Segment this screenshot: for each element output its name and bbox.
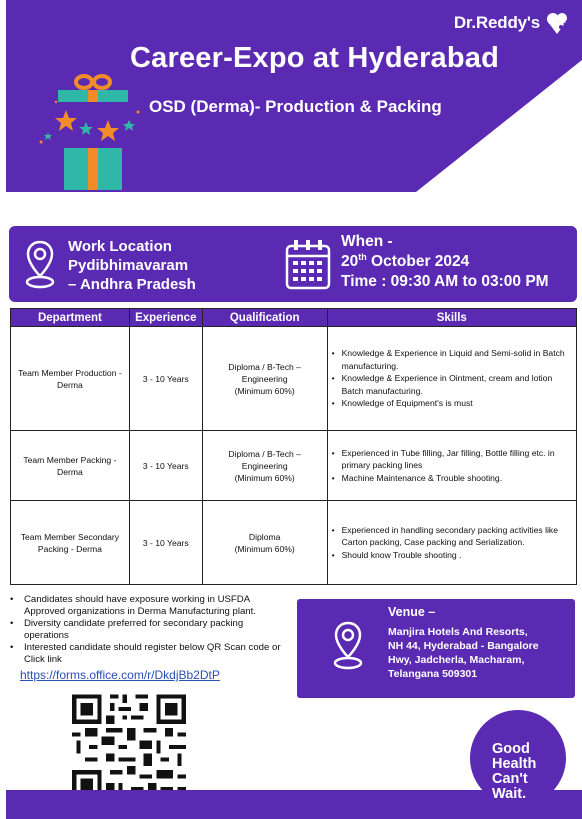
- cell-skills: [327, 431, 576, 501]
- table-row: [11, 327, 577, 431]
- cell-qualification: [202, 501, 327, 585]
- table-row: [11, 431, 577, 501]
- address-line: Manjira Hotels And Resorts,: [388, 626, 528, 638]
- cell-experience: 3 - 10 Years: [129, 327, 202, 431]
- slogan-badge: [470, 710, 566, 806]
- header-qualification: Qualification: [202, 309, 327, 327]
- skill-item: • Knowledge & Experience in Liquid and Semi-solid in Batch manufacturing.: [332, 347, 574, 372]
- cell-department: Team Member Secondary Packing - Derma: [11, 501, 130, 585]
- candidate-notes: [8, 594, 284, 666]
- cell-qualification: [202, 327, 327, 431]
- address-line: Telangana 509301: [388, 668, 478, 680]
- skill-item: • Machine Maintenance & Trouble shooting.: [332, 472, 574, 485]
- qualification-line: Engineering: [241, 460, 288, 471]
- cell-qualification: [202, 431, 327, 501]
- cell-department: Team Member Packing - Derma: [11, 431, 130, 501]
- qualification-line: (Minimum 60%): [234, 543, 295, 554]
- location-pin-icon: [333, 619, 363, 675]
- header-department: Department: [11, 309, 130, 327]
- date-suffix: th: [358, 251, 367, 262]
- header-experience: Experience: [129, 309, 202, 327]
- cell-skills: [327, 501, 576, 585]
- qualification-line: Diploma: [248, 531, 281, 542]
- qr-code-icon[interactable]: [68, 690, 190, 804]
- cell-department: Team Member Production - Derma: [11, 327, 130, 431]
- work-location-city: Pydibhimavaram: [68, 257, 189, 274]
- qualification-line: Engineering: [241, 373, 288, 384]
- cell-experience: 3 - 10 Years: [129, 501, 202, 585]
- event-when: [341, 232, 549, 292]
- skill-item: • Experienced in Tube filling, Jar filling, Bottle filling etc. in primary packing lines: [332, 447, 574, 472]
- when-label: When -: [341, 233, 393, 250]
- skill-item: • Knowledge of Equipment's is must: [332, 397, 574, 410]
- page-title: Career-Expo at Hyderabad: [130, 42, 500, 74]
- note-item: • Interested candidate should register below QR Scan code or Click link: [8, 642, 284, 665]
- cell-experience: 3 - 10 Years: [129, 431, 202, 501]
- table-header-row: [11, 309, 577, 327]
- table-row: [11, 501, 577, 585]
- calendar-icon: [284, 236, 332, 292]
- qualification-line: Diploma / B-Tech –: [228, 361, 301, 372]
- slogan-text: [492, 742, 536, 802]
- skill-item: • Should know Trouble shooting .: [332, 549, 574, 562]
- venue-address: [388, 625, 568, 681]
- qualification-line: (Minimum 60%): [234, 472, 295, 483]
- qualification-line: (Minimum 60%): [234, 385, 295, 396]
- brand-logo: [454, 10, 570, 36]
- page-subtitle: OSD (Derma)- Production & Packing: [149, 97, 442, 116]
- note-item: • Diversity candidate preferred for secondary packing operations: [8, 618, 284, 641]
- work-location: [68, 237, 196, 294]
- positions-table: [10, 308, 577, 585]
- venue-title: Venue –: [388, 605, 436, 619]
- slogan-line: Can't: [492, 771, 528, 787]
- heart-logo-icon: [544, 10, 570, 36]
- slogan-line: Wait.: [492, 786, 527, 802]
- info-banner: [9, 226, 577, 302]
- address-line: Hwy, Jadcherla, Macharam,: [388, 654, 525, 666]
- work-location-label: Work Location: [68, 238, 172, 255]
- address-line: NH 44, Hyderabad - Bangalore: [388, 640, 539, 652]
- header-skills: Skills: [327, 309, 576, 327]
- date-day: 20: [341, 253, 359, 270]
- slogan-line: Good: [492, 741, 530, 757]
- venue-panel: [297, 599, 575, 698]
- skill-item: • Experienced in handling secondary packing activities like Carton packing, Case packing and Serialization.: [332, 524, 574, 549]
- date-month-year: October 2024: [366, 253, 470, 270]
- skill-item: • Knowledge & Experience in Ointment, cream and lotion Batch manufacturing.: [332, 372, 574, 397]
- cell-skills: [327, 327, 576, 431]
- qualification-line: Diploma / B-Tech –: [228, 448, 301, 459]
- brand-name: Dr.Reddy's: [453, 13, 540, 32]
- location-pin-icon: [25, 238, 55, 294]
- slogan-line: Health: [492, 756, 537, 772]
- event-date: [341, 252, 549, 272]
- registration-link[interactable]: https://forms.office.com/r/DkdjBb2DtP: [20, 668, 220, 682]
- event-time: Time : 09:30 AM to 03:00 PM: [341, 273, 549, 290]
- note-item: • Candidates should have exposure working in USFDA Approved organizations in Derma Manufacturing plant.: [8, 594, 284, 617]
- work-location-state: – Andhra Pradesh: [68, 276, 196, 293]
